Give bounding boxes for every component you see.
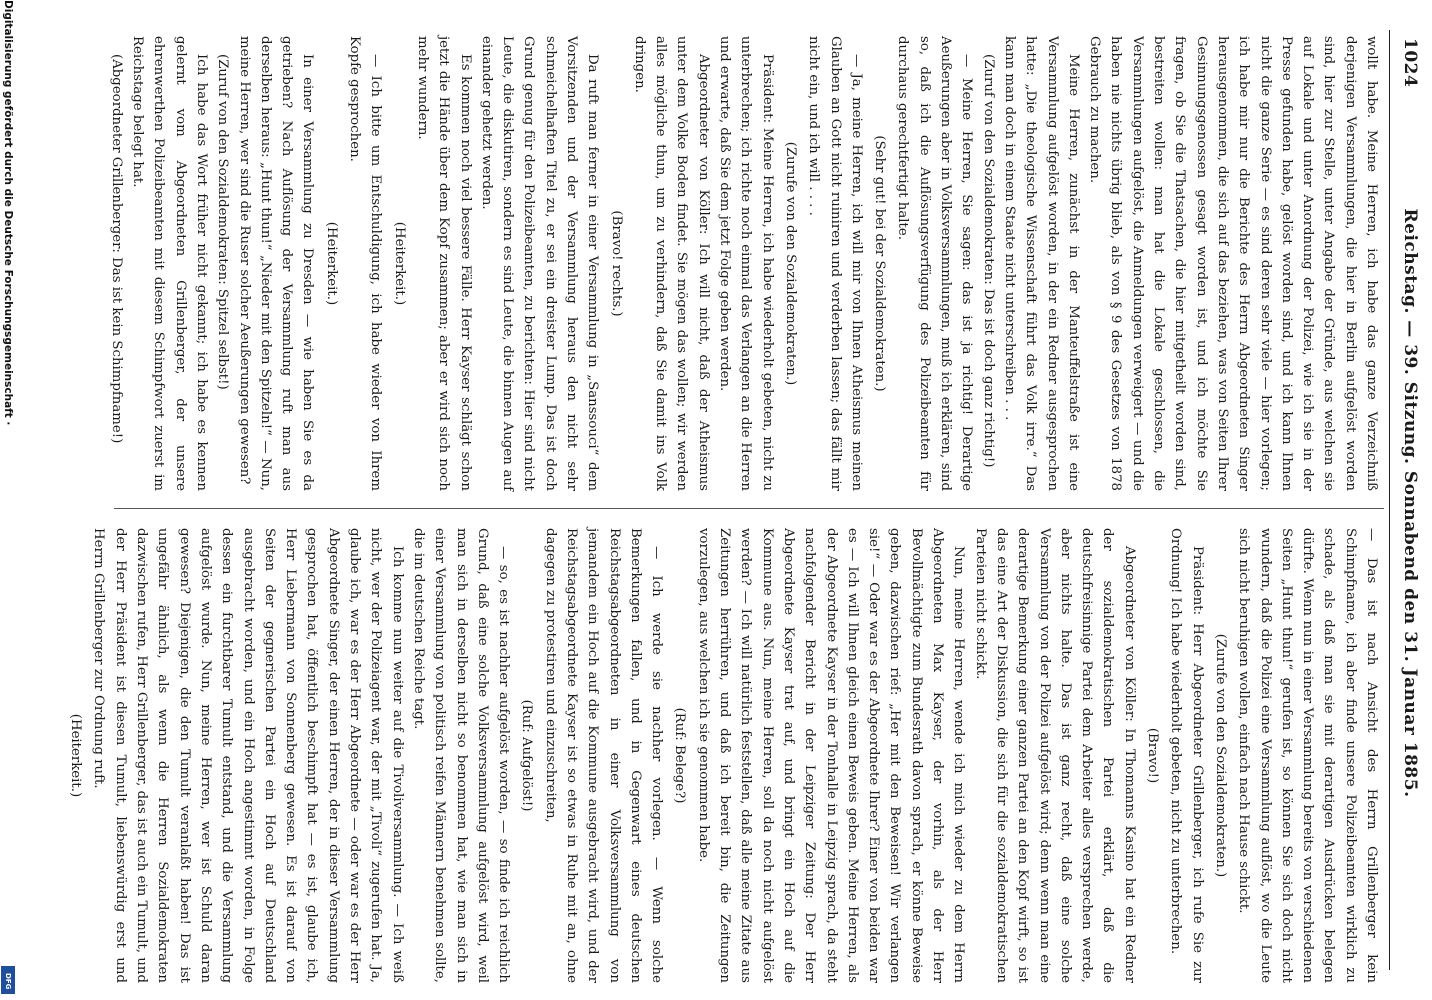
paragraph: — Ja, meine Herren, ich will mir von Ihnen Atheismus meinen Glauben an Gott nicht ruiniren und verderben lassen; das fällt mir nicht ein, und ich will . . . . bbox=[806, 36, 864, 491]
paragraph: In einer Versammlung zu Dresden — wie haben Sie es da getrieben? Nach Auflösung der Versammlung ruft man aus derselben heraus: „Hunt thun!“ „Nieder mit den Spitzeln!“ — Nun, meine Herren, wer sind die Ruser solcher Aeußerungen gewesen? bbox=[236, 36, 316, 491]
paragraph: Ich komme nun weiter auf die Tivoliversammlung. — Ich weiß nicht, wer der Polizeiagent war, der mit „Tivoli“ zugerufen hat. Ja, glaube ich, war es der Herr Abgeordnete — oder war es der Herr Abgeordnete Singer, der einen Herren, der in dieser Versammlung gesprochen hat, öffentlich beschimpft hat — es ist, glaube ich, Herr Liebermann von Sonnenberg gewesen. Es ist darauf von Seiten der gegnerischen Partei ein Hoch auf Deutschland ausgebracht worden, und ein Hoch angestimmt worden, in Folge dessen ein furchtbarer Tumult entstand, und die Versammlung aufgelöst wurde. Nun, meine Herren, wer ist Schuld daran gewesen? Diejenigen, die den Tumult veranlaßt haben! Das ist ungefähr ähnlich, als wenn die Herren Sozialdemokraten dazwischen rufen, Herr Grillenberger, das ist auch ein Tumult, und der Herr Präsident ist diesen Tumult, liebenswürdig erst und Herrn Grillenberger zur Ordnung ruft. bbox=[91, 528, 405, 983]
dfg-logo bbox=[1, 966, 15, 994]
president-remark: Präsident: Meine Herren, ich habe wiederholt gebeten, nicht zu unterbrechen; ich richte noch einmal das Verlangen an die Herren und erwarte, daß Sie dem jetzt Folge geben werden. bbox=[717, 36, 775, 491]
paragraph: — Ich werde sie nachher vorlegen. — Wenn solche Bemerkungen fallen, und in Gegenwart eines deutschen Reichstagsabgeordneten in einer Volksversammlung von jemandem ein Hoch auf die Kommune ausgebracht wird, und der Reichstagsabgeordnete Kayser ist so etwas in Ruhe mit an, ohne dagegen zu protestiren und einzuschreiten, bbox=[542, 528, 665, 983]
speaker-paragraph: Abgeordneter von Köller: In Thomanns Kasino hat ein Redner der sozialdemokratischen Partei erklärt, daß die deutschfreisinnige Partei dem Arbeiter alles versprechen werde, aber nichts halte. Das ist ganz recht, daß eine solche Versammlung von der Polizei aufgelöst wird; denn wenn man eine derartige Bemerkung einer ganzen Partei an den Kopf wirft, so ist das eine Art der Diskussion, die sich für die sozialdemokratischen Parteien nicht schickt. bbox=[972, 528, 1137, 983]
interjection: (Zuruf von den Sozialdemokraten: Spitzel selbst!) bbox=[215, 54, 231, 390]
interjection: (Bravo!) bbox=[1145, 727, 1161, 784]
interjection: (Bravo! rechts.) bbox=[608, 210, 624, 317]
paragraph: wollt habe. Meine Herren, ich habe das ganze Verzeichniß derjenigen Versammlungen, die hier in Berlin aufgelöst worden sind, hier zur Stelle, unter Angabe der Gründe, aus welchen sie auf Lokale und unter Anordnung der Polizei, wie ich sie in der Presse gefunden habe, gelöst worden sind, und ich kann Ihnen nicht die ganze Serie — es sind deren sehr viele — hier vorlegen; ich habe mir nur die Berichte des Herrn Abgeordneten Singer herausgenommen, die sich auf das beziehen, was von Seiten Ihrer Gesinnungsgenossen gesagt worden ist, und ich möchte Sie fragen, ob Sie die Thatsachen, die hier mitgetheilt worden sind, bestreiten wollen: man hat die Lokale geschlossen, die Versammlungen aufgelöst, die Anmeldungen verweigert — und die haben nie nichts übrig blieb, als von § 9 des Gesetzes von 1878 Gebrauch zu machen. bbox=[1087, 36, 1379, 491]
paragraph: Da ruft man ferner in einer Versammlung in „Sanssouci“ dem Vorsitzenden und der Versammlung heraus den nicht sehr schmeichelhaften Titel zu, er sei ein dreister Lump. Das ist doch Grund genug für den Polizeibeamten, zu berichten: Hier sind nicht Leute, die diskutiren, sondern es sind Leute, die binnen Augen auf einander gehetzt werden. bbox=[478, 36, 601, 491]
paragraph: — so, es ist nachher aufgelöst worden, — so finde ich reichlich Grund, daß eine solche Volksversammlung aufgelöst wird, weil man sich in derselben nicht so benommen hat, wie man sich in einer Versammlung von politisch reifen Männern benehmen sollte, die im deutschen Reiche tagt. bbox=[410, 528, 512, 983]
header-rule bbox=[1389, 30, 1390, 970]
interjection: (Heiterkeit.) bbox=[391, 221, 407, 306]
interjection: (Zuruf von den Sozialdemokraten: Das ist doch ganz richtig!) bbox=[980, 54, 996, 468]
paragraph: — Ich bitte um Entschuldigung, ich habe wieder von Ihrem Kopfe gesprochen. bbox=[347, 36, 384, 491]
interjection: (Heiterkeit.) bbox=[323, 221, 339, 306]
column-divider bbox=[114, 508, 1384, 509]
dfg-logo-text: DFG bbox=[4, 973, 12, 990]
paragraph: — Das ist nach Ansicht des Herrn Grillenberger kein Schimpfname, ich aber finde unsere Polizeibeamten wirklich zu schade, als daß man sie mit derartigen Ausdrücken belegen dürfte. Wenn nun in einer Versammlung bereits von verschiedenen Seiten „Hunt thun!“ gerufen ist, so können Sie sich doch nicht wundern, daß die Polizei eine Versammlung auflöst, wo die Leute sich nicht beruhigen wollen, einfach nach Hause schickt. bbox=[1236, 528, 1379, 983]
right-column bbox=[68, 528, 1382, 983]
paragraph: Nun, meine Herren, wende ich mich wieder zu dem Herrn Abgeordneten Max Kayser, der vorhin, als der Herr Bevollmächtigte zum Bundesrath davon sprach, er könne Beweise geben, dazwischen rief: „Her mit den Beweisen! Wir verlangen sie!“ — Oder war es der Abgeordnete Ihrer? Einer von beiden war es — Ich will Ihnen gleich einen Beweis geben. Meine Herren, als der Abgeordnete Kayser in der Tonhalle in Leipzig sprach, da steht nachfolgender Bericht in der Leipziger Zeitung: Der Herr Abgeordnete Kayser trat auf, und bringt ein Hoch auf die Kommune aus. Nun, meine Herren, soll da noch nicht aufgelöst werden? — Ich will natürlich feststellen, daß alle meine Zitate aus Zeitungen herrühren, und daß ich bereit bin, die Zeitungen vorzulegen, aus welchen ich sie genommen habe. bbox=[695, 528, 967, 983]
paragraph: Es kommen noch viel bessere Fälle. Herr Kayser schlägt schon jetzt die Hände über dem Kopf zusammen; aber er wird sich noch mehr wundern. bbox=[414, 36, 473, 491]
page-title: Reichstag. — 39. Sitzung. Sonnabend den 31. Januar 1885. bbox=[1400, 208, 1420, 798]
speaker-paragraph: Abgeordneter von Köller: Ich will nicht, daß der Atheismus unter dem Volke Boden findet. Sie mögen das wollen; wir werden alles mögliche thun, um zu verhindern, daß Sie damit ins Volk dringen. bbox=[631, 36, 711, 491]
left-column bbox=[108, 36, 1382, 491]
interjection: (Heiterkeit.) bbox=[68, 713, 84, 798]
president-remark: Präsident: Herr Abgeordneter Grillenberger, ich rufe Sie zur Ordnung! Ich habe wiederholt gebeten, nicht zu unterbrechen. bbox=[1168, 528, 1205, 983]
scanned-page bbox=[68, 0, 1432, 1000]
paragraph: Ich habe das Wort früher nicht gekannt; ich habe es kennen gelernt vom Abgeordneten Grillenberger, der unsere ehrenwerthen Polizeibeamten mit diesem Schimpfwort zuerst im Reichstage belegt hat. bbox=[130, 36, 209, 491]
page-number: 1024 bbox=[1400, 38, 1420, 88]
digitization-credit: Digitalisierung gefördert durch die Deutsche Forschungsgemeinschaft · bbox=[2, 0, 14, 426]
interjection: (Ruf: Belege?) bbox=[672, 707, 688, 804]
paragraph: Meine Herren, zunächst in der Manteuffelstraße ist eine Versammlung aufgelöst worden, in der ein Redner ausgesprochen hatte: „Die theologische Wissenschaft führt das Volk irre.“ Das kann man doch in einem Staate nicht unterschreiben . . . bbox=[1001, 36, 1081, 491]
interjection: (Ruf: Aufgelöst!) bbox=[519, 699, 535, 812]
interjection: (Zurufe von den Sozialdemokraten.) bbox=[1212, 633, 1228, 878]
interjection: (Zurufe von den Sozialdemokraten.) bbox=[782, 141, 798, 386]
side-strip bbox=[0, 0, 16, 1000]
page-header bbox=[1394, 38, 1420, 968]
interjection: (Abgeordneter Grillenberger: Das ist kein Schimpfname!) bbox=[108, 54, 124, 444]
interjection: (Sehr gut! bei der Sozialdemokraten.) bbox=[872, 135, 888, 392]
paragraph: — Meine Herren, Sie sagen: das ist ja richtig! Derartige Aeußerungen aber in Volksversammlungen, muß ich erklären, sind so, daß ich die Auflösungsverfügung des Polizeibeamten für durchaus gerechtfertigt halte. bbox=[895, 36, 975, 491]
